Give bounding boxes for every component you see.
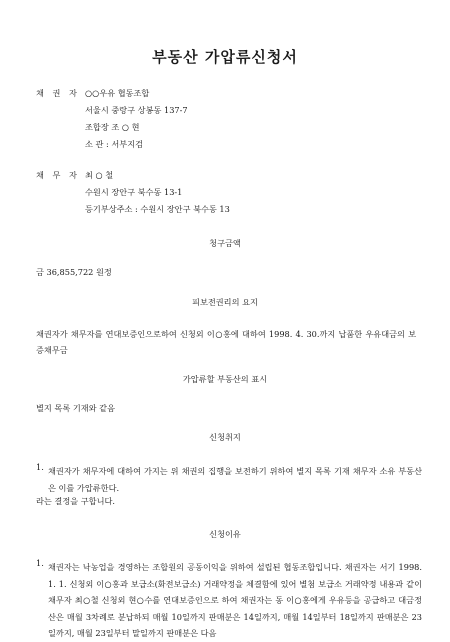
property-text: 별지 목록 기재와 같음 [36,403,115,413]
purpose-item-number: 1. [36,462,44,472]
debtor-label: 채 무 자 [36,170,80,180]
debtor-address: 수원시 장안구 북수동 13-1 [85,187,183,197]
reason-item-number: 1. [36,558,44,568]
reason-item-text: 채권자는 낙농업을 경영하는 조합원의 공동이익을 위하여 설립된 협동조합입니다. 채권자는 서기 1998. 1. 1. 신청외 이○홍과 보급소(화전보급소) 거래약정을 체결함에 있어 별첨 보급소 거래약정 내용과 같이 채무자 최○철 신청외 현○수를 연대보증인으로 하여 채권자는 동 이○홍에게 우유등을 공급하고 대금정산은 매월 3차례로 분납하되 매월 10일까지 판매분은 14일까지, 매월 14일부터 18일까지 판매분은 23일까지, 매월 23일부터 말일까지 판매분은 다음 [48,562,422,638]
claim-amount-heading: 청구금액 [209,238,241,248]
creditor-agent: 소 관 : 서부지검 [85,139,144,149]
purpose-closing: 라는 결정을 구합니다. [36,496,115,506]
debtor-registry-address: 등기부상주소 : 수원시 장안구 북수동 13 [85,204,230,214]
purpose-heading: 신청취지 [209,432,241,442]
debtor-name: 최 ○ 철 [85,170,114,180]
secured-right-text: 채권자가 채무자를 연대보증인으로하여 신청외 이○홍에 대하여 1998. 4. 30.까지 납품한 우유대금의 보증채무금 [36,329,416,355]
creditor-representative: 조합장 조 ○ 현 [85,122,140,132]
secured-right-heading: 피보전권리의 요지 [192,297,258,307]
reason-heading: 신청이유 [209,529,241,539]
creditor-label: 채 권 자 [36,88,80,98]
claim-amount-text: 금 36,855,722 원정 [36,267,112,277]
creditor-address: 서울시 중랑구 상봉동 137-7 [85,105,188,115]
property-heading: 가압류할 부동산의 표시 [182,374,268,384]
purpose-item-text: 채권자가 채무자에 대하여 가지는 위 채권의 집행을 보전하기 위하여 별지 목록 기재 채무자 소유 부동산은 이를 가압류한다. [48,466,422,493]
creditor-name: ○○우유 협동조합 [85,88,150,98]
document-title: 부동산 가압류신청서 [152,48,298,66]
